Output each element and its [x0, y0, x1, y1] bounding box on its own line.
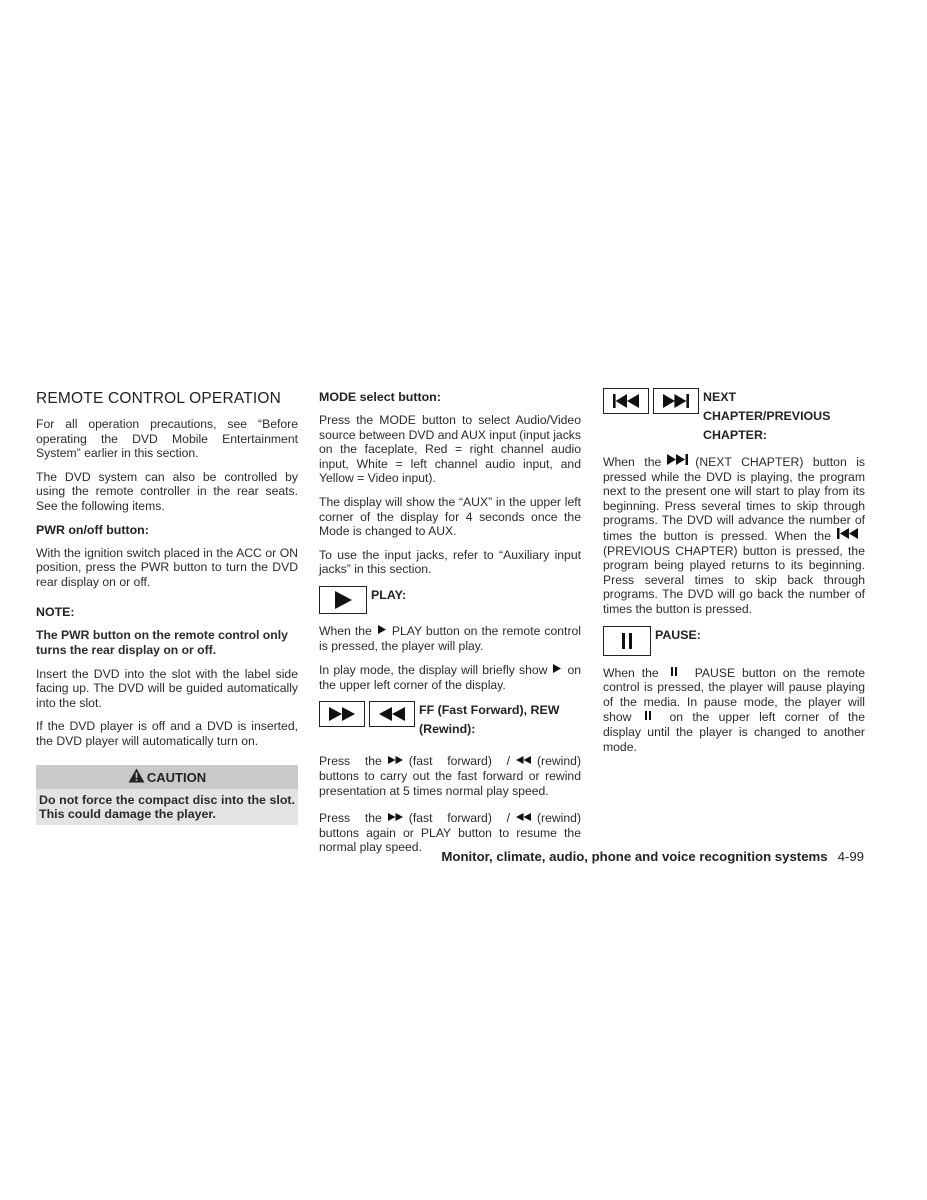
- caution-label: CAUTION: [146, 769, 207, 785]
- text-run: (NEXT CHAPTER) button is pressed while the DVD is playing, the program next to the present one will start to play from its beginning. Press several times to skip through programs. The DVD will advance the number of times the button is pressed. When the: [603, 455, 866, 543]
- next-chapter-icon: [667, 454, 689, 469]
- text-run: When the: [319, 623, 372, 638]
- text-run: on the upper left corner of the display until the player is changed to another mode.: [603, 710, 865, 754]
- pause-icon: [645, 709, 651, 724]
- note-body: The PWR button on the remote control only turns the rear display on or off.: [36, 628, 288, 657]
- text-run: (rewind) buttons again or PLAY button to resume the normal play speed.: [319, 811, 582, 855]
- caution-body: Do not force the compact disc into the slot. This could damage the player.: [39, 792, 295, 822]
- next-chapter-icon: [653, 388, 699, 414]
- paragraph: For all operation precautions, see “Before operating the DVD Mobile Entertainment System” earlier in this section.: [36, 417, 298, 461]
- previous-chapter-icon: [603, 388, 649, 414]
- text-run: (fast forward) /: [408, 811, 510, 826]
- fast-forward-icon: [388, 810, 403, 825]
- pause-icon: [603, 626, 651, 656]
- paragraph: If the DVD player is off and a DVD is inserted, the DVD player will automatically turn on.: [36, 719, 298, 748]
- fast-forward-icon: [388, 753, 403, 768]
- paragraph: [319, 753, 581, 798]
- paragraph: [603, 454, 865, 617]
- play-header: [319, 586, 581, 614]
- text-run: PLAY button on the remote control is pressed, the player will play.: [319, 623, 581, 653]
- text-run: (rewind) buttons to carry out the fast forward or rewind presentation at 5 times normal play speed.: [319, 754, 582, 798]
- warning-icon: [128, 768, 145, 786]
- page-footer: [441, 849, 864, 864]
- column-1: [36, 390, 298, 825]
- paragraph: Insert the DVD into the slot with the label side facing up. The DVD will be guided automatically into the slot.: [36, 666, 298, 710]
- text-run: (fast forward) /: [408, 754, 510, 769]
- rewind-icon: [516, 753, 531, 768]
- fast-forward-icon: [319, 701, 365, 727]
- text-run: When the: [603, 455, 662, 469]
- text-run: In play mode, the display will briefly show: [319, 663, 548, 678]
- pause-header: [603, 626, 865, 656]
- pause-title: PAUSE:: [655, 627, 701, 642]
- paragraph: With the ignition switch placed in the ACC or ON position, press the PWR button to turn the DVD rear display on or off.: [36, 545, 298, 589]
- caution-box: [36, 765, 298, 825]
- page-number: 4-99: [837, 849, 864, 864]
- paragraph: [319, 662, 581, 692]
- ff-rew-title: FF (Fast Forward), REW (Rewind):: [419, 703, 560, 737]
- column-2: [319, 390, 581, 864]
- paragraph: The DVD system can also be controlled by using the remote controller in the rear seats. See the following items.: [36, 469, 298, 513]
- paragraph: Press the MODE button to select Audio/Video source between DVD and AUX input (input jacks on the faceplate, Red = right channel audio input, White = left channel audio input, and Yellow = Video input).: [319, 413, 581, 486]
- rewind-icon: [516, 810, 531, 825]
- chapter-header: [603, 388, 865, 445]
- play-title: PLAY:: [371, 587, 407, 602]
- ff-rew-header: [319, 701, 581, 739]
- section-heading: REMOTE CONTROL OPERATION: [36, 390, 282, 407]
- footer-section-title: Monitor, climate, audio, phone and voice recognition systems: [441, 849, 828, 864]
- text-run: (PREVIOUS CHAPTER) button is pressed, the program being played returns to its beginning. Press several times to skip back through programs. The DVD will go back the number of times the button is pressed.: [603, 543, 865, 616]
- text-run: PAUSE button on the remote control is pressed, the player will pause playing of the media. In pause mode, the player will show: [603, 665, 865, 725]
- previous-chapter-icon: [837, 528, 859, 543]
- caution-title: [36, 765, 298, 789]
- paragraph: [319, 623, 581, 653]
- text-run: Press the: [319, 754, 382, 769]
- column-3: [603, 390, 865, 763]
- text-run: on the upper left corner of the display.: [319, 663, 581, 692]
- text-run: Press the: [319, 811, 382, 826]
- play-icon: [378, 623, 386, 638]
- play-icon: [553, 662, 561, 677]
- paragraph: [603, 665, 865, 755]
- chapter-title: NEXT CHAPTER/PREVIOUS CHAPTER:: [703, 390, 831, 442]
- mode-title: MODE select button:: [319, 390, 441, 404]
- paragraph: To use the input jacks, refer to “Auxiliary input jacks” in this section.: [319, 547, 581, 577]
- text-run: When the: [603, 665, 659, 680]
- pause-icon: [671, 665, 677, 680]
- note-title: NOTE:: [36, 605, 75, 620]
- paragraph: The display will show the “AUX” in the upper left corner of the display for 4 seconds once the Mode is changed to AUX.: [319, 494, 581, 539]
- rewind-icon: [369, 701, 415, 727]
- play-icon: [319, 586, 367, 614]
- pwr-title: PWR on/off button:: [36, 522, 149, 537]
